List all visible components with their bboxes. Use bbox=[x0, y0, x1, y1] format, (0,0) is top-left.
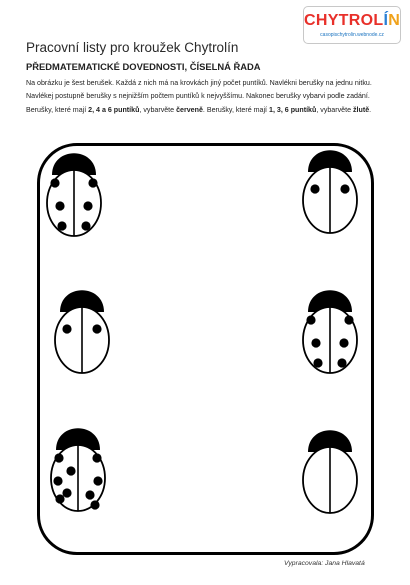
instructions-run: , vybarvěte bbox=[316, 105, 353, 114]
ladybug-dot bbox=[306, 315, 315, 324]
ladybug-dot bbox=[92, 324, 101, 333]
ladybug-dot bbox=[339, 338, 348, 347]
ladybug-dot bbox=[81, 221, 90, 230]
instructions-text bbox=[26, 77, 388, 117]
ladybug-dot bbox=[313, 358, 322, 367]
instructions-emphasis: 1, 3, 6 puntíků bbox=[269, 105, 317, 114]
ladybug-dot bbox=[83, 201, 92, 210]
ladybug[interactable] bbox=[47, 423, 109, 511]
ladybug[interactable] bbox=[51, 285, 113, 373]
instructions-run: . Berušky, které mají bbox=[202, 105, 270, 114]
page-title: Pracovní listy pro kroužek Chytrolín bbox=[26, 40, 239, 55]
ladybug-dot bbox=[311, 338, 320, 347]
ladybug-dot bbox=[57, 221, 66, 230]
ladybug-dot bbox=[66, 466, 75, 475]
ladybug-dot bbox=[344, 315, 353, 324]
ladybug-dot bbox=[337, 358, 346, 367]
ladybug-dot bbox=[93, 476, 102, 485]
ladybug-dot bbox=[62, 324, 71, 333]
instructions-emphasis: červeně bbox=[176, 105, 203, 114]
ladybug[interactable] bbox=[299, 425, 361, 513]
ladybug[interactable] bbox=[299, 285, 361, 373]
ladybug-dot bbox=[50, 178, 59, 187]
page-subtitle: PŘEDMATEMATICKÉ DOVEDNOSTI, ČÍSELNÁ ŘADA bbox=[26, 61, 261, 72]
instructions-run: Na obrázku je šest berušek. Každá z nich má na krovkách jiný počet puntíků. Navlékni berušky na jednu nitku. Navlékej postupně berušky s nejnižším počtem puntíků k nejvyššímu. Nakonec berušky vybarvi podle zadání. Berušky, které mají bbox=[26, 79, 372, 114]
ladybug-dot bbox=[54, 453, 63, 462]
ladybug[interactable] bbox=[299, 145, 361, 233]
author-credit: Vypracovala: Jana Hlavatá bbox=[284, 560, 365, 567]
logo-letters: CHYTROL bbox=[304, 12, 384, 29]
ladybug-dot bbox=[92, 453, 101, 462]
logo-letters: Í bbox=[383, 12, 389, 29]
ladybug-dot bbox=[88, 178, 97, 187]
instructions-emphasis: 2, 4 a 6 puntíků bbox=[88, 105, 140, 114]
ladybug[interactable] bbox=[43, 148, 105, 236]
instructions-emphasis: žlutě bbox=[353, 105, 370, 114]
ladybug-dot bbox=[62, 488, 71, 497]
chytrolin-logo bbox=[303, 6, 401, 44]
logo-url: casopischytrolin.webnode.cz bbox=[320, 32, 384, 38]
ladybug-dot bbox=[310, 184, 319, 193]
ladybug-dot bbox=[85, 490, 94, 499]
logo-wordmark bbox=[304, 12, 400, 30]
ladybug-dot bbox=[55, 201, 64, 210]
ladybug-dot bbox=[340, 184, 349, 193]
instructions-run: . bbox=[369, 105, 372, 114]
logo-letters: N bbox=[388, 12, 401, 29]
ladybug-dot bbox=[53, 476, 62, 485]
instructions-run: , vybarvěte bbox=[139, 105, 177, 114]
ladybug-dot bbox=[90, 500, 99, 509]
ladybug-dot bbox=[55, 494, 64, 503]
